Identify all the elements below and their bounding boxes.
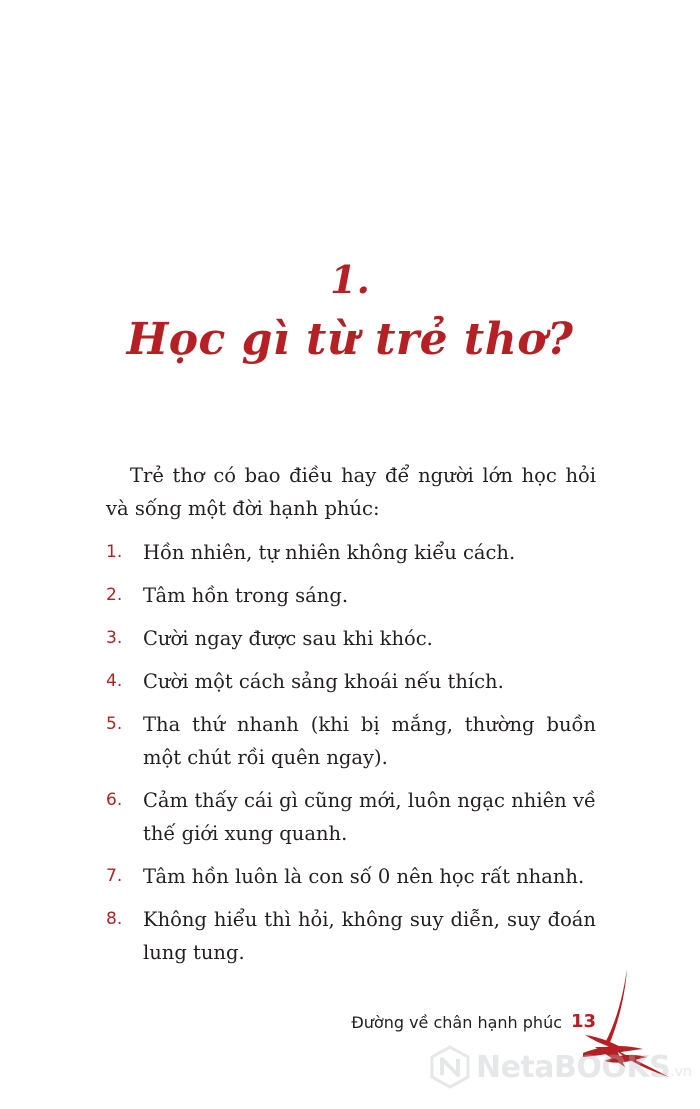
chapter-title: Học gì từ trẻ thơ? <box>126 314 574 365</box>
list-item-number: 5. <box>106 714 123 734</box>
list-item <box>106 903 596 969</box>
list-item-number: 7. <box>106 866 123 886</box>
list-item <box>106 579 596 612</box>
numbered-list <box>106 536 596 979</box>
netabooks-logo-icon <box>430 1045 470 1089</box>
list-item-text: Cảm thấy cái gì cũng mới, luôn ngạc nhiên về thế giới xung quanh. <box>143 789 596 845</box>
watermark-brand: NetaBOOKS <box>476 1049 671 1085</box>
intro-paragraph: Trẻ thơ có bao điều hay để người lớn học hỏi và sống một đời hạnh phúc: <box>106 464 596 520</box>
chapter-number: 1. <box>330 257 370 302</box>
list-item <box>106 784 596 850</box>
list-item-number: 8. <box>106 909 123 929</box>
list-item-number: 4. <box>106 671 123 691</box>
list-item <box>106 622 596 655</box>
list-item-number: 2. <box>106 585 123 605</box>
list-item <box>106 860 596 893</box>
list-item-text: Tâm hồn trong sáng. <box>143 584 349 607</box>
list-item-text: Cười ngay được sau khi khóc. <box>143 627 433 650</box>
list-item-text: Tha thứ nhanh (khi bị mắng, thường buồn một chút rồi quên ngay). <box>143 713 596 769</box>
list-item <box>106 708 596 774</box>
chapter-heading <box>0 256 700 370</box>
list-item <box>106 536 596 569</box>
list-item-text: Không hiểu thì hỏi, không suy diễn, suy đoán lung tung. <box>143 908 596 964</box>
list-item-number: 3. <box>106 628 123 648</box>
list-item <box>106 665 596 698</box>
list-item-number: 6. <box>106 790 123 810</box>
list-item-text: Tâm hồn luôn là con số 0 nên học rất nhanh. <box>143 865 585 888</box>
list-item-text: Cười một cách sảng khoái nếu thích. <box>143 670 504 693</box>
list-item-text: Hồn nhiên, tự nhiên không kiểu cách. <box>143 541 516 564</box>
list-item-number: 1. <box>106 542 123 562</box>
running-footer-title: Đường về chân hạnh phúc <box>351 1013 562 1032</box>
watermark-suffix: .vn <box>670 1064 692 1080</box>
page-number: 13 <box>571 1011 597 1032</box>
watermark <box>430 1045 692 1089</box>
